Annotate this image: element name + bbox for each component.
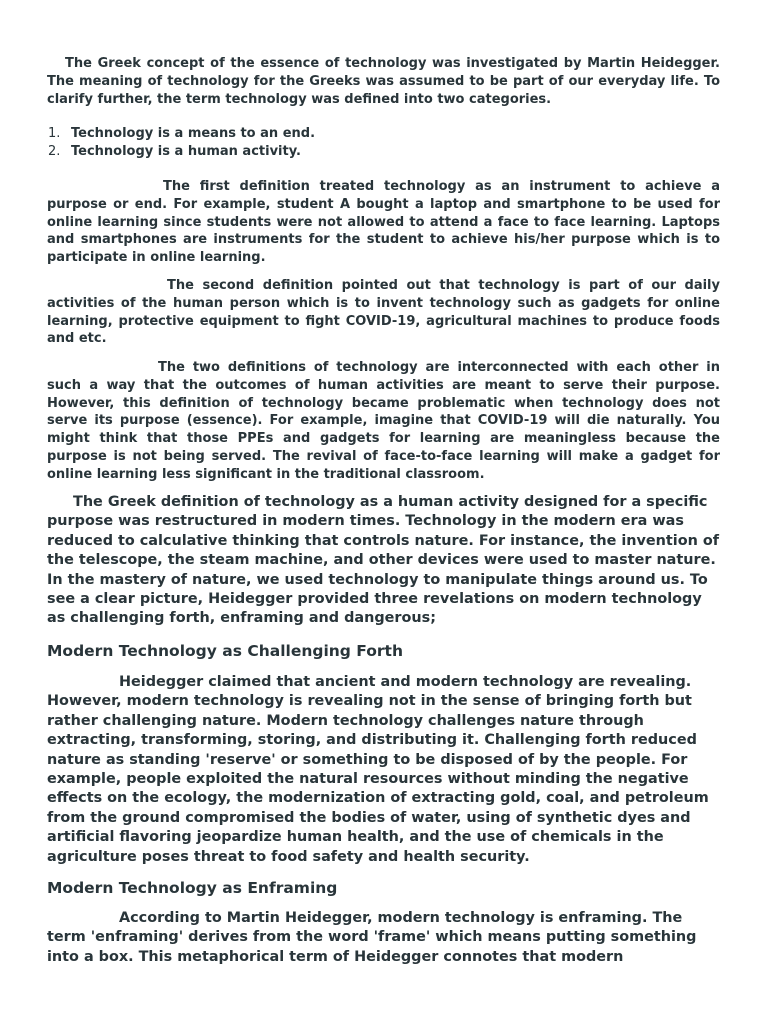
paragraph-challenging-forth: Heidegger claimed that ancient and modern technology are revealing. However, modern technology is revealing not in the sense of bringing forth but rather challenging nature. Modern technology challenges nature through extracting, transforming, storing, and distributing it. Challenging forth reduced nature as standing 'reserve' or something to be disposed of by the people. For example, people exploited the natural resources without minding the negative effects on the ecology, the modernization of extracting gold, coal, and petroleum from the ground compromised the bodies of water, using of synthetic dyes and artificial flavoring jeopardize human health, and the use of chemicals in the agriculture poses threat to food safety and health security. [47, 674, 709, 865]
list-text: Technology is a means to an end. [71, 126, 316, 141]
list-text: Technology is a human activity. [71, 144, 301, 159]
paragraph-second-definition: The second definition pointed out that technology is part of our daily activities of the human person which is to invent technology such as gadgets for online learning, protective equipment to fight COVID-19, agricultural machines to produce foods and etc. [47, 278, 720, 347]
heading-challenging-forth: Modern Technology as Challenging Forth [47, 642, 404, 660]
list-item [47, 125, 315, 143]
heading-enframing: Modern Technology as Enframing [47, 879, 338, 897]
list-number: 2. [48, 144, 61, 159]
definition-list [47, 125, 315, 161]
list-number: 1. [48, 126, 61, 141]
list-item [47, 143, 315, 161]
paragraph-enframing: According to Martin Heidegger, modern technology is enframing. The term 'enframing' derives from the word 'frame' which means putting something into a box. This metaphorical term of Heidegger connotes that modern [47, 910, 697, 965]
paragraph-intro: The Greek concept of the essence of technology was investigated by Martin Heidegger. The meaning of technology for the Greeks was assumed to be part of our everyday life. To clarify further, the term technology was defined into two categories. [47, 56, 720, 107]
paragraph-interconnected: The two definitions of technology are interconnected with each other in such a way that the outcomes of human activities are meant to serve their purpose. However, this definition of technology became problematic when technology does not serve its purpose (essence). For example, imagine that COVID-19 will die naturally. You might think that those PPEs and gadgets for learning are meaningless because the purpose is not being served. The revival of face-to-face learning will make a gadget for online learning less significant in the traditional classroom. [47, 360, 720, 482]
paragraph-first-definition: The first definition treated technology as an instrument to achieve a purpose or end. For example, student A bought a laptop and smartphone to be used for online learning since students were not allowed to attend a face to face learning. Laptops and smartphones are instruments for the student to achieve his/her purpose which is to participate in online learning. [47, 179, 720, 266]
paragraph-greek-definition: The Greek definition of technology as a human activity designed for a specific purpose was restructured in modern times. Technology in the modern era was reduced to calculative thinking that controls nature. For instance, the invention of the telescope, the steam machine, and other devices were used to master nature. In the mastery of nature, we used technology to manipulate things around us. To see a clear picture, Heidegger provided three revelations on modern technology as challenging forth, enframing and dangerous; [47, 494, 720, 627]
